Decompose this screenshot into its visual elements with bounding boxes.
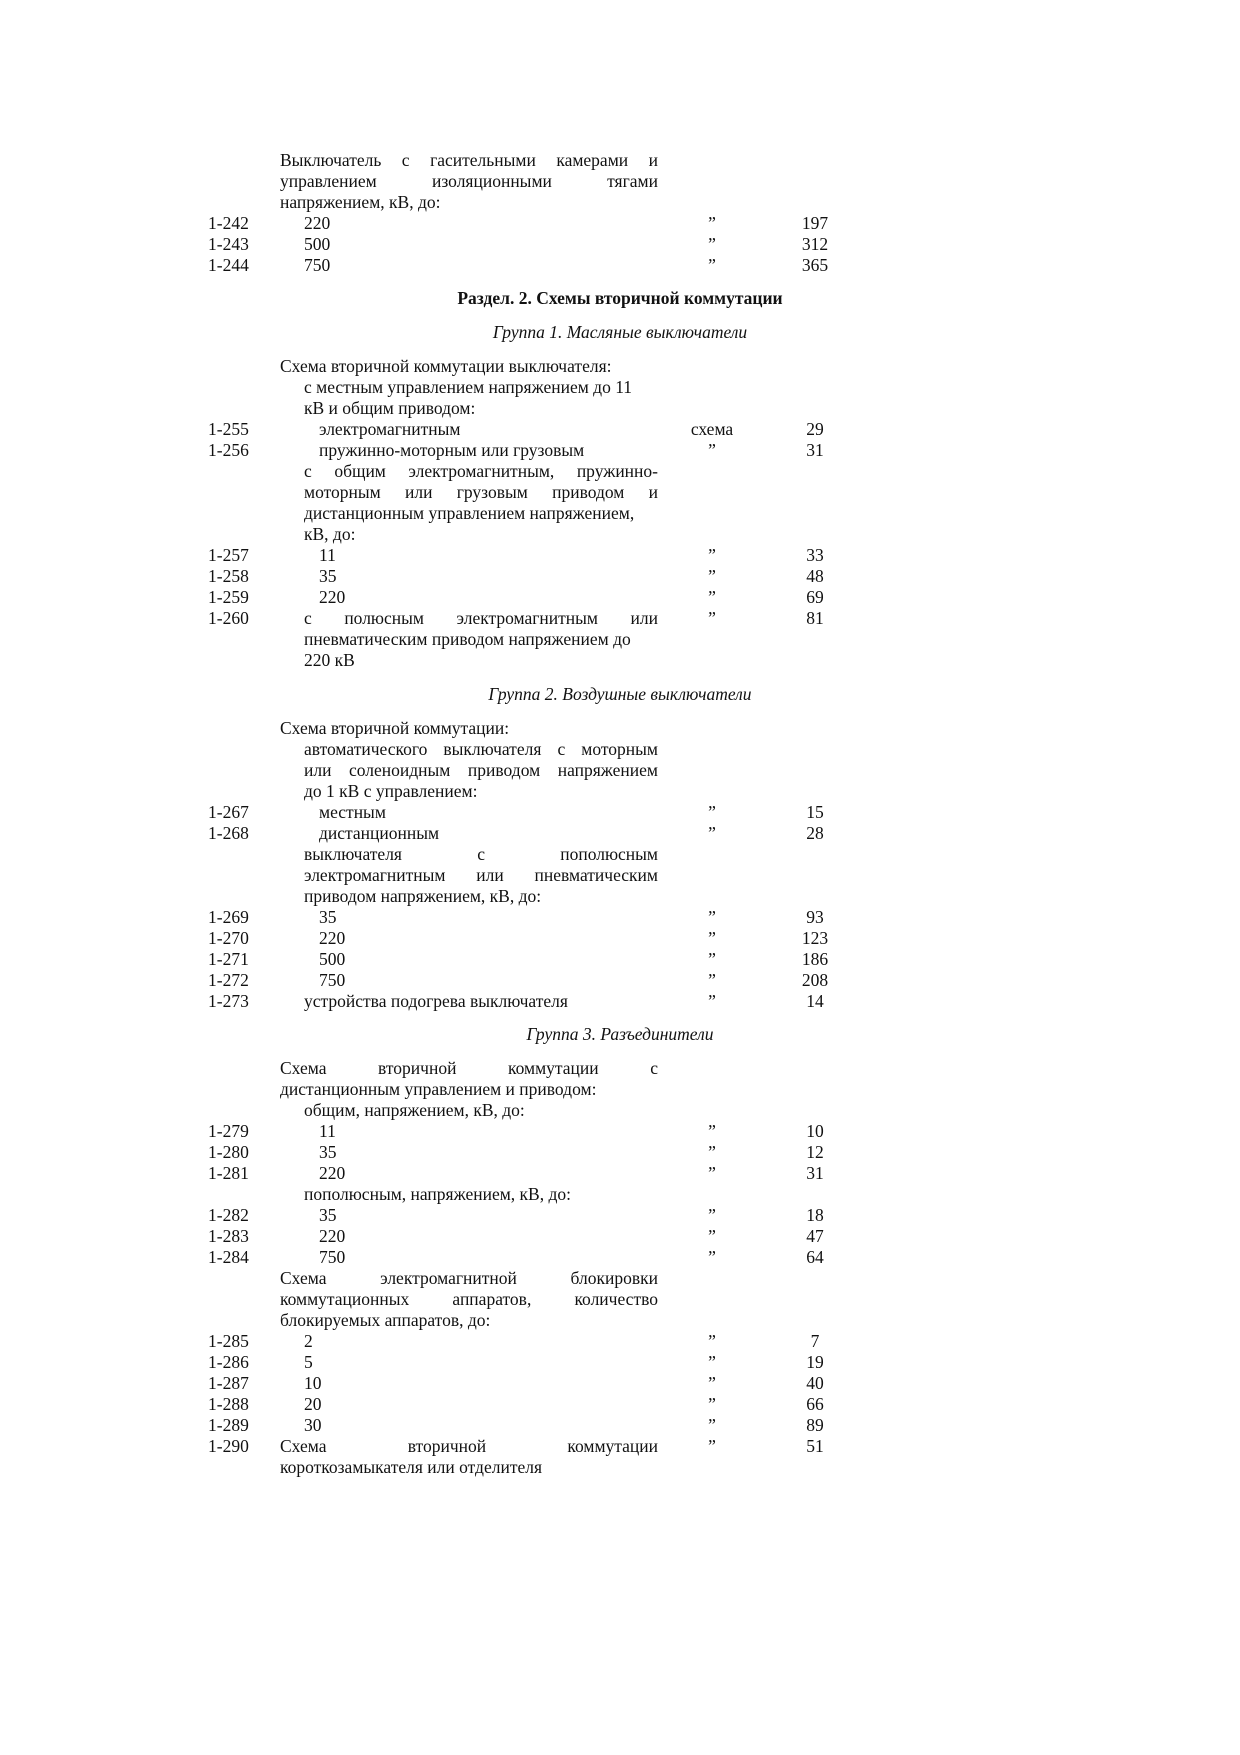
- table-row: [0, 482, 1240, 503]
- item-description: короткозамыкателя или отделителя: [280, 1457, 543, 1477]
- table-row: [0, 377, 1240, 398]
- item-description: Схема вторичной коммутации:: [280, 718, 510, 738]
- table-row: [0, 171, 1240, 192]
- item-description: дистанционным управлением и приводом:: [280, 1079, 597, 1099]
- item-description: 10: [304, 1373, 322, 1393]
- item-description: 220: [319, 1163, 346, 1183]
- item-code: 1-270: [208, 928, 249, 948]
- item-unit: ”: [708, 928, 716, 948]
- item-description: Схема вторичной коммутации с: [280, 1058, 658, 1078]
- item-price: 51: [806, 1436, 824, 1456]
- item-description: 500: [319, 949, 346, 969]
- table-row: [0, 991, 1240, 1012]
- item-description: выключателя с пополюсным: [304, 844, 658, 864]
- item-description: 35: [319, 566, 337, 586]
- item-code: 1-281: [208, 1163, 249, 1183]
- table-row: [0, 398, 1240, 419]
- item-price: 7: [810, 1331, 820, 1351]
- item-unit: ”: [708, 802, 716, 822]
- item-description: пополюсным, напряжением, кВ, до:: [304, 1184, 571, 1204]
- table-row: [0, 545, 1240, 566]
- item-description: 30: [304, 1415, 322, 1435]
- item-unit: ”: [708, 440, 716, 460]
- item-price: 208: [801, 970, 829, 990]
- item-unit: ”: [708, 1436, 716, 1456]
- table-row: [0, 150, 1240, 171]
- item-unit: ”: [708, 213, 716, 233]
- item-unit: ”: [708, 1226, 716, 1246]
- table-row: [0, 629, 1240, 650]
- item-description: 220: [319, 928, 346, 948]
- table-row: [0, 760, 1240, 781]
- item-code: 1-282: [208, 1205, 249, 1225]
- item-unit: ”: [708, 1394, 716, 1414]
- table-row: [0, 1436, 1240, 1457]
- table-row: [0, 907, 1240, 928]
- item-unit: ”: [708, 255, 716, 275]
- item-description: до 1 кВ с управлением:: [304, 781, 478, 801]
- item-price: 31: [806, 1163, 824, 1183]
- table-row: [0, 1268, 1240, 1289]
- table-row: [0, 802, 1240, 823]
- item-price: 64: [806, 1247, 824, 1267]
- table-row: [0, 566, 1240, 587]
- item-unit: ”: [708, 1352, 716, 1372]
- item-price: 93: [806, 907, 824, 927]
- item-unit: ”: [708, 1247, 716, 1267]
- item-price: 14: [806, 991, 824, 1011]
- item-code: 1-290: [208, 1436, 249, 1456]
- table-row: [0, 524, 1240, 545]
- item-description: Схема вторичной коммутации: [280, 1436, 658, 1456]
- table-row: [0, 970, 1240, 991]
- item-description: моторным или грузовым приводом и: [304, 482, 658, 502]
- item-description: 35: [319, 1142, 337, 1162]
- item-price: 31: [806, 440, 824, 460]
- item-description: управлением изоляционными тягами: [280, 171, 658, 191]
- table-row: [0, 718, 1240, 739]
- item-code: 1-273: [208, 991, 249, 1011]
- table-row: [0, 1394, 1240, 1415]
- item-price: 81: [806, 608, 824, 628]
- item-code: 1-243: [208, 234, 249, 254]
- item-description: пневматическим приводом напряжением до: [304, 629, 631, 649]
- item-code: 1-288: [208, 1394, 249, 1414]
- item-unit: ”: [708, 545, 716, 565]
- table-row: [0, 781, 1240, 802]
- section-heading: Раздел. 2. Схемы вторичной коммутации: [457, 288, 783, 308]
- item-price: 47: [806, 1226, 824, 1246]
- item-unit: ”: [708, 823, 716, 843]
- item-price: 33: [806, 545, 824, 565]
- table-row: [0, 255, 1240, 276]
- item-code: 1-289: [208, 1415, 249, 1435]
- table-row: [0, 1415, 1240, 1436]
- item-code: 1-267: [208, 802, 249, 822]
- item-code: 1-244: [208, 255, 249, 275]
- item-unit: ”: [708, 1142, 716, 1162]
- table-row: [0, 1289, 1240, 1310]
- item-description: дистанционным управлением напряжением,: [304, 503, 635, 523]
- group-heading: Группа 1. Масляные выключатели: [492, 322, 748, 342]
- table-row: [0, 1100, 1240, 1121]
- table-row: [0, 356, 1240, 377]
- table-row: [0, 503, 1240, 524]
- item-description: Выключатель с гасительными камерами и: [280, 150, 658, 170]
- item-description: 220: [319, 587, 346, 607]
- table-row: [0, 1163, 1240, 1184]
- table-row: [0, 1058, 1240, 1079]
- table-row: [0, 234, 1240, 255]
- item-description: 11: [319, 545, 336, 565]
- item-code: 1-269: [208, 907, 249, 927]
- item-price: 28: [806, 823, 824, 843]
- item-unit: ”: [708, 1373, 716, 1393]
- item-price: 12: [806, 1142, 824, 1162]
- item-description: приводом напряжением, кВ, до:: [304, 886, 542, 906]
- table-row: [0, 1205, 1240, 1226]
- item-code: 1-272: [208, 970, 249, 990]
- item-description: устройства подогрева выключателя: [304, 991, 568, 1011]
- item-unit: схема: [690, 419, 734, 439]
- table-row: [0, 1121, 1240, 1142]
- item-unit: ”: [708, 970, 716, 990]
- item-code: 1-255: [208, 419, 249, 439]
- group-heading: Группа 2. Воздушные выключатели: [488, 684, 752, 704]
- item-code: 1-284: [208, 1247, 249, 1267]
- item-unit: ”: [708, 1121, 716, 1141]
- item-description: автоматического выключателя с моторным: [304, 739, 658, 759]
- item-description: 220: [319, 1226, 346, 1246]
- item-price: 66: [806, 1394, 824, 1414]
- item-code: 1-285: [208, 1331, 249, 1351]
- table-row: [0, 192, 1240, 213]
- item-description: местным: [319, 802, 386, 822]
- item-description: 750: [319, 970, 346, 990]
- item-price: 15: [806, 802, 824, 822]
- item-code: 1-259: [208, 587, 249, 607]
- item-unit: ”: [708, 1415, 716, 1435]
- table-row: [0, 1457, 1240, 1478]
- item-code: 1-242: [208, 213, 249, 233]
- item-code: 1-258: [208, 566, 249, 586]
- item-price: 19: [806, 1352, 824, 1372]
- item-unit: ”: [708, 1205, 716, 1225]
- item-code: 1-279: [208, 1121, 249, 1141]
- item-price: 123: [801, 928, 829, 948]
- item-description: 2: [304, 1331, 313, 1351]
- item-description: общим, напряжением, кВ, до:: [304, 1100, 525, 1120]
- item-unit: ”: [708, 587, 716, 607]
- table-row: [0, 823, 1240, 844]
- table-row: [0, 461, 1240, 482]
- table-row: [0, 213, 1240, 234]
- item-description: коммутационных аппаратов, количество: [280, 1289, 658, 1309]
- table-row: [0, 587, 1240, 608]
- item-description: дистанционным: [319, 823, 440, 843]
- item-description: 35: [319, 1205, 337, 1225]
- item-unit: ”: [708, 1163, 716, 1183]
- item-unit: ”: [708, 991, 716, 1011]
- item-description: пружинно-моторным или грузовым: [319, 440, 585, 460]
- item-unit: ”: [708, 907, 716, 927]
- item-price: 18: [806, 1205, 824, 1225]
- item-description: 750: [319, 1247, 346, 1267]
- item-description: 5: [304, 1352, 313, 1372]
- item-unit: ”: [708, 949, 716, 969]
- table-row: [0, 928, 1240, 949]
- item-description: с общим электромагнитным, пружинно-: [304, 461, 658, 481]
- item-description: 11: [319, 1121, 336, 1141]
- item-price: 10: [806, 1121, 824, 1141]
- item-description: 750: [304, 255, 331, 275]
- item-code: 1-286: [208, 1352, 249, 1372]
- table-row: [0, 1184, 1240, 1205]
- item-code: 1-271: [208, 949, 249, 969]
- item-price: 365: [801, 255, 829, 275]
- table-row: [0, 1247, 1240, 1268]
- item-description: с местным управлением напряжением до 11: [304, 377, 633, 397]
- item-description: электромагнитным: [319, 419, 461, 439]
- table-row: [0, 844, 1240, 865]
- item-description: напряжением, кВ, до:: [280, 192, 441, 212]
- item-description: кВ и общим приводом:: [304, 398, 476, 418]
- table-row: [0, 608, 1240, 629]
- table-row: [0, 949, 1240, 970]
- item-price: 186: [801, 949, 829, 969]
- item-description: или соленоидным приводом напряжением: [304, 760, 658, 780]
- item-description: 35: [319, 907, 337, 927]
- table-row: [0, 1310, 1240, 1331]
- group-heading: Группа 3. Разъединители: [526, 1024, 714, 1044]
- table-row: [0, 1331, 1240, 1352]
- table-row: [0, 440, 1240, 461]
- table-row: [0, 1226, 1240, 1247]
- item-description: Схема вторичной коммутации выключателя:: [280, 356, 612, 376]
- item-price: 40: [806, 1373, 824, 1393]
- item-price: 48: [806, 566, 824, 586]
- item-code: 1-287: [208, 1373, 249, 1393]
- item-description: 220: [304, 213, 331, 233]
- table-row: [0, 1373, 1240, 1394]
- table-row: [0, 1079, 1240, 1100]
- table-row: [0, 739, 1240, 760]
- item-unit: ”: [708, 234, 716, 254]
- item-code: 1-260: [208, 608, 249, 628]
- item-price: 197: [801, 213, 829, 233]
- item-unit: ”: [708, 608, 716, 628]
- table-row: [0, 419, 1240, 440]
- table-row: [0, 865, 1240, 886]
- item-unit: ”: [708, 566, 716, 586]
- item-description: кВ, до:: [304, 524, 356, 544]
- item-description: электромагнитным или пневматическим: [304, 865, 658, 885]
- item-code: 1-280: [208, 1142, 249, 1162]
- table-row: [0, 886, 1240, 907]
- item-code: 1-257: [208, 545, 249, 565]
- item-description: с полюсным электромагнитным или: [304, 608, 658, 628]
- item-price: 69: [806, 587, 824, 607]
- item-price: 312: [801, 234, 829, 254]
- item-description: 20: [304, 1394, 322, 1414]
- item-unit: ”: [708, 1331, 716, 1351]
- table-row: [0, 1352, 1240, 1373]
- item-code: 1-256: [208, 440, 249, 460]
- item-description: 220 кВ: [304, 650, 355, 670]
- item-description: Схема электромагнитной блокировки: [280, 1268, 658, 1288]
- item-price: 89: [806, 1415, 824, 1435]
- item-code: 1-268: [208, 823, 249, 843]
- table-row: [0, 1142, 1240, 1163]
- item-description: 500: [304, 234, 331, 254]
- item-description: блокируемых аппаратов, до:: [280, 1310, 491, 1330]
- item-price: 29: [806, 419, 824, 439]
- table-row: [0, 650, 1240, 671]
- item-code: 1-283: [208, 1226, 249, 1246]
